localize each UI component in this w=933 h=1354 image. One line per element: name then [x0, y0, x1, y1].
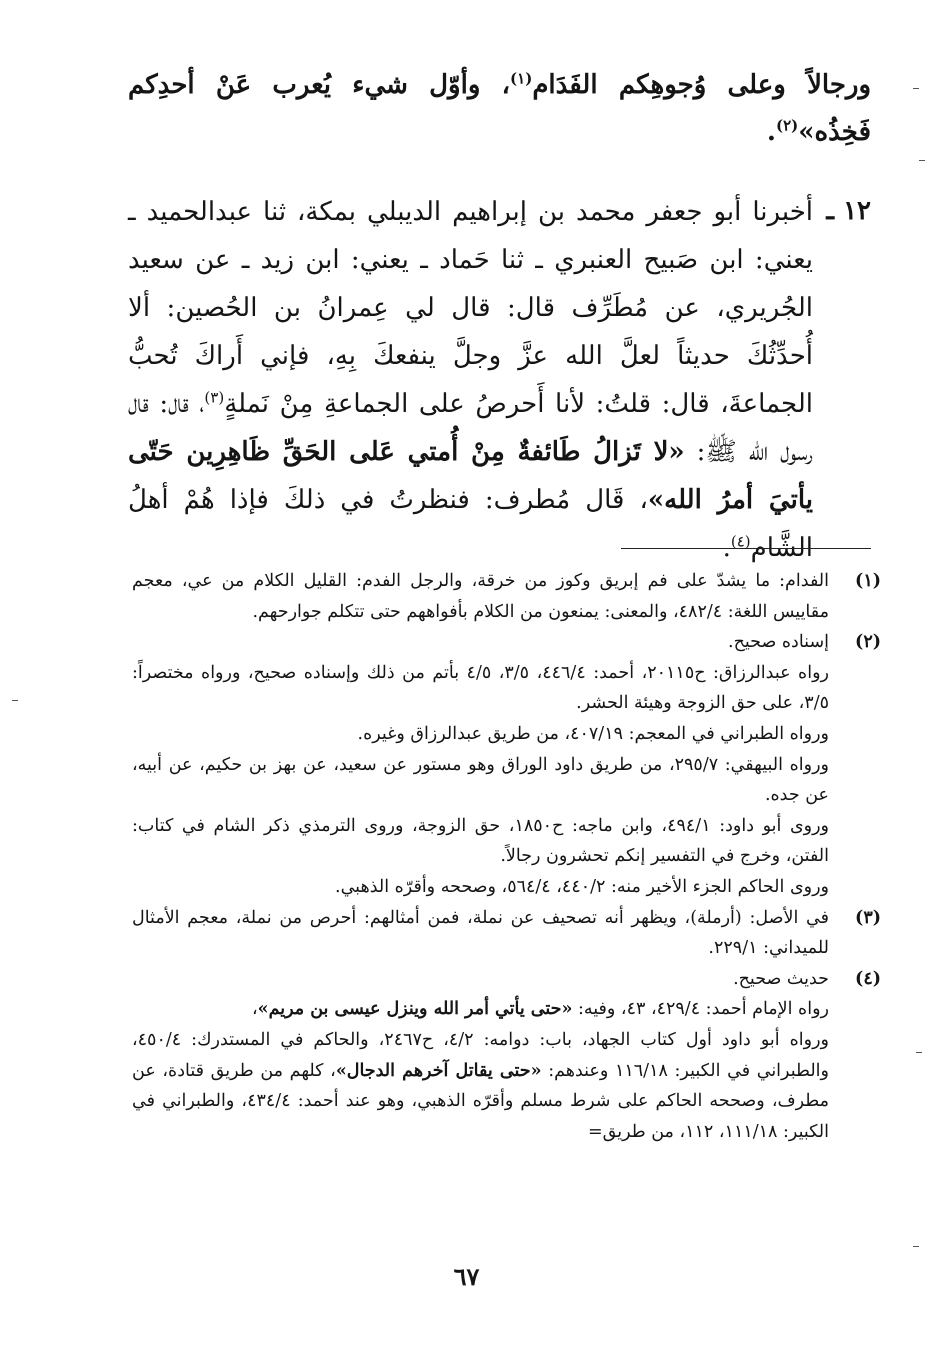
isnad-text: أخبرنا أبو جعفر محمد بن إبراهيم الديبلي بمكة، ثنا عبدالحميد ـ يعني: ابن صَبيح العنبري ـ ثنا حَماد ـ يعني: ابن زيد ـ عن سعيد الجُريري، عن مُطَرِّف قال: قال لي عِمرانُ بن الحُصين: ألا أُحدِّثُكَ حديثاً لعلَّ الله عزَّ وجلَّ ينفعكَ بِهِ، فإني أَراكَ تُحبُّ الجماعةَ، قال: قلتُ: لأنا أَحرصُ على الجماعةِ مِنْ نَملةٍ [128, 197, 814, 419]
margin-mark [919, 160, 925, 161]
hadith-number: ١٢ ـ [826, 196, 871, 226]
footnote-line: إسناده صحيح. [728, 632, 829, 653]
footnote-marker[interactable]: (١) [510, 69, 533, 88]
fn4-text: ، [251, 999, 258, 1020]
hadith-text [128, 188, 813, 572]
footnote-line: حديث صحيح. [733, 968, 829, 989]
footnote-number: (٢) [855, 632, 881, 653]
page-number: ٦٧ [453, 1262, 480, 1291]
footnote-3 [132, 903, 881, 964]
intro-text-cont: ، وأوّل شيء يُعرب عَنْ أحدِكم فَخِذُه» [128, 70, 871, 147]
footnote-separator [621, 548, 871, 549]
footnote-marker[interactable]: (٤) [730, 532, 751, 551]
footnote-number: (٣) [855, 907, 881, 928]
margin-mark [913, 88, 919, 89]
hadith-quote: «لا تَزالُ طَائفةٌ مِنْ أُمتي عَلى الحَقِّ ظَاهِرِين حَتّى يأتيَ أمرُ الله» [128, 437, 814, 515]
fn4-text: ، كلهم من طريق قتادة، عن مطرف، وصححه الحاكم على شرط مسلم وأقرّه الذهبي، وهو عند أحمد: ٤٣٤/٤، والطبراني في الكبير: ١١١/١٨، ١١٢، من طريق= [132, 1060, 829, 1142]
footnote-line: رواه عبدالرزاق: ح٢٠١١٥، أحمد: ٤٤٦/٤، ٣/٥، ٤/٥ بأتم من ذلك وإسناده صحيح، ورواه مختصراً: ٣/٥، على حق الزوجة وهيئة الحشر. [132, 662, 829, 714]
footnote-marker[interactable]: (٣) [204, 388, 225, 407]
hadith-text-end: ، قَال مُطرف: فنظرتُ في ذلكَ فإذا هُمْ أهلُ الشَّام [128, 485, 813, 563]
margin-mark [12, 700, 18, 701]
footnote-line: ورواه البيهقي: ٢٩٥/٧، من طريق داود الوراق وهو مستور عن سعيد، عن بهز بن حكيم، عن أبيه، عن جده. [132, 754, 829, 806]
main-text [128, 62, 871, 572]
fn4-text: ورواه أبو داود أول كتاب الجهاد، باب: دوامه: ٤/٢، ح٢٤٦٧، والحاكم في المستدرك: ٤٥٠/٤، والطبراني في الكبير: ١١٦/١٨ وعندهم: [132, 1029, 829, 1081]
footnote-line: ورواه الطبراني في المعجم: ٤٠٧/١٩، من طريق عبدالرزاق وغيره. [357, 723, 829, 744]
footnote-4 [132, 964, 881, 1148]
period: . [722, 533, 731, 563]
footnote-line [132, 1025, 829, 1147]
footnote-2 [132, 627, 881, 902]
fn4-text: رواه الإمام أحمد: ٤٢٩/٤، ٤٣، وفيه: [577, 999, 829, 1020]
footnotes [132, 566, 881, 1147]
footnote-1 [132, 566, 881, 627]
hadith-12 [128, 188, 871, 572]
footnote-line: في الأصل: (أرملة)، ويظهر أنه تصحيف عن نملة، فمن أمثالهم: أحرص من نملة، معجم الأمثال للميداني: ٢٢٩/١. [132, 907, 829, 959]
footnote-marker[interactable]: (٢) [775, 116, 799, 135]
footnote-line: وروى الحاكم الجزء الأخير منه: ٤٤٠/٢، ٥٦٤/٤، وصححه وأقرّه الذهبي. [335, 876, 829, 897]
margin-mark [913, 1246, 919, 1247]
footnote-line: وروى أبو داود: ٤٩٤/١، وابن ماجه: ح١٨٥٠، حق الزوجة، وروى الترمذي ذكر الشام في كتاب: الفتن، وخرج في التفسير إنكم تحشرون رجالاً. [132, 815, 829, 867]
period: . [766, 117, 776, 147]
footnote-line [132, 994, 829, 1025]
fn4-quote: «حتى يقاتل آخرهم الدجال» [335, 1060, 542, 1081]
intro-paragraph [128, 62, 871, 156]
footnote-number: (١) [855, 571, 881, 591]
margin-mark [916, 1052, 922, 1053]
hadith-text-cont: ، قال: قال رسول الله ﷺ: [128, 389, 814, 467]
intro-text: ورجالاً وعلى وُجوهِكم الفَدَام [532, 70, 872, 100]
footnote-number: (٤) [855, 968, 881, 989]
fn4-quote: «حتى يأتي أمر الله وينزل عيسى بن مريم» [257, 999, 573, 1020]
footnote-line: الفدام: ما يشدّ على فم إبريق وكوز من خرقة، والرجل الفدم: القليل الكلام من عي، معجم مقاييس اللغة: ٤٨٢/٤، والمعنى: يمنعون من الكلام بأفواههم حتى تتكلم جوارحهم. [132, 571, 829, 622]
